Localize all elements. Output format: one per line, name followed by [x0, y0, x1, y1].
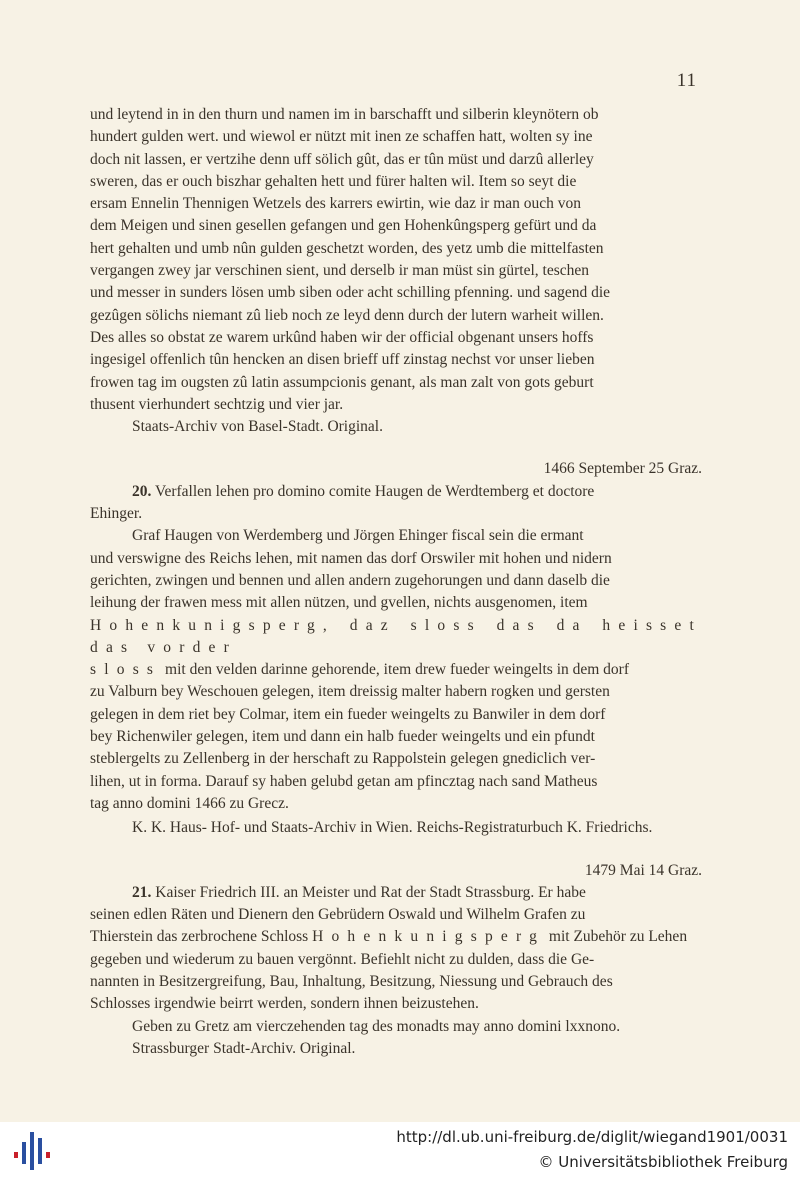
text-span: mit Zubehör zu Lehen	[545, 928, 688, 946]
entry-20-title-line: Ehinger.	[90, 505, 143, 523]
source-note-strassburg: Strassburger Stadt-Archiv. Original.	[132, 1039, 356, 1057]
text-line: bey Richenwiler gelegen, item und dann ein halb fueder weingelts und ein pfundt	[90, 728, 595, 746]
text-line: tag anno domini 1466 zu Grecz.	[90, 794, 289, 812]
footer-bar	[0, 1122, 800, 1179]
date-entry-21: 1479 Mai 14 Graz.	[584, 861, 702, 879]
text-line: Des alles so obstat ze warem urkûnd haben wir der official obgenant unsers hoffs	[90, 328, 594, 346]
date-entry-20: 1466 September 25 Graz.	[543, 460, 702, 478]
text-line: und messer in sunders lösen umb siben oder acht schilling pfenning. und sagend die	[90, 284, 611, 302]
text-line: doch nit lassen, er vertzihe denn uff sölich gût, das er tûn müst und darzû allerley	[90, 150, 594, 168]
text-span: Kaiser Friedrich III. an Meister und Rat der Stadt Strassburg. Er habe	[151, 883, 586, 901]
entry-number: 20.	[132, 482, 152, 500]
text-line: gelegen in dem riet bey Colmar, item ein fueder weingelts zu Banwiler in dem dorf	[90, 705, 606, 723]
text-line: vergangen zwey jar verschinen sient, und derselb ir man müst sin gürtel, teschen	[90, 262, 590, 280]
entry-20-heading	[90, 481, 702, 526]
text-line	[90, 659, 702, 681]
text-line: lihen, ut in forma. Darauf sy haben gelubd getan am pfincztag nach sand Matheus	[90, 772, 598, 790]
entry-21-body	[90, 882, 702, 1016]
text-line: seinen edlen Räten und Dienern den Gebrüdern Oswald und Wilhelm Grafen zu	[90, 906, 586, 924]
text-line: nannten in Besitzergreifung, Bau, Inhaltung, Besitzung, Niessung und Gebrauch des	[90, 972, 613, 990]
text-line: hert gehalten und umb nûn gulden geschetzt worden, des yetz umb die mittelfasten	[90, 239, 604, 257]
text-line: und leytend in in den thurn und namen im in barschafft und silberin kleynötern ob	[90, 106, 599, 123]
entry-20-body	[90, 525, 702, 815]
source-note-basel: Staats-Archiv von Basel-Stadt. Original.	[132, 418, 383, 436]
entry-20-title-line	[90, 481, 702, 503]
text-span: mit den velden darinne gehorende, item drew fueder weingelts in dem dorf	[161, 661, 630, 679]
permalink-url[interactable]: http://dl.ub.uni-freiburg.de/diglit/wiegand1901/0031	[396, 1128, 788, 1146]
copyright-notice: © Universitätsbibliothek Freiburg	[538, 1153, 788, 1171]
entry-21-dating: Geben zu Gretz am vierczehenden tag des monadts may anno domini lxxnono.	[132, 1017, 621, 1035]
text-line: ingesigel offenlich tûn hencken an disen brieff uff zinstag nechst vor unser lieben	[90, 351, 595, 369]
text-line: gegeben und wiederum zu bauen vergönnt. Befiehlt nicht zu dulden, dass die Ge-	[90, 950, 595, 968]
entry-21-first-line	[90, 882, 702, 904]
text-line: Graf Haugen von Werdemberg und Jörgen Ehinger fiscal sein die ermant	[132, 527, 584, 545]
entry-number: 21.	[132, 883, 152, 901]
spaced-line	[90, 615, 702, 660]
text-line: frowen tag im ougsten zû latin assumpcionis genant, als man zalt von gots geburt	[90, 373, 594, 391]
text-span: Thierstein das zerbrochene Schloss	[90, 928, 313, 946]
text-line: gezûgen sölichs niemant zû lieb noch ze leyd denn durch der lutern warheit willen.	[90, 306, 604, 324]
page-number: 11	[676, 70, 697, 91]
text-line: gerichten, zwingen und bennen und allen andern zugehorungen und dann daselb die	[90, 571, 610, 589]
spaced-name: sloss	[90, 661, 162, 679]
text-line: leihung der frawen mess mit allen nützen, und gvellen, nichts ausgenomen, item	[90, 594, 588, 612]
spaced-name: Hohenkunigsperg, daz sloss das da heisset das vorder	[90, 616, 702, 656]
text-line: steblergelts zu Zellenberg in der herschaft zu Rappolstein gelegen gnediclich ver-	[90, 750, 596, 768]
source-note-wien: K. K. Haus- Hof- und Staats-Archiv in Wien. Reichs-Registraturbuch K. Friedrichs.	[132, 819, 653, 837]
ub-freiburg-logo-icon	[12, 1130, 52, 1172]
text-line: hundert gulden wert. und wiewol er nützt mit inen ze schaffen hatt, wolten sy ine	[90, 128, 593, 146]
text-line: sweren, das er ouch biszhar gehalten hett und fürer halten wil. Item so seyt die	[90, 172, 577, 190]
text-line: und verswigne des Reichs lehen, mit namen das dorf Orswiler mit hohen und nidern	[90, 549, 612, 567]
paragraph-continuation	[90, 104, 702, 416]
entry-title: Verfallen lehen pro domino comite Haugen de Werdtemberg et doctore	[151, 482, 595, 500]
text-line: dem Meigen und sinen gesellen gefangen und gen Hohenkûngsperg gefürt und da	[90, 217, 597, 235]
spaced-name: Hohenkunigsperg	[312, 928, 546, 946]
text-line	[90, 926, 702, 948]
text-line: zu Valburn bey Weschouen gelegen, item dreissig malter habern rogken und gersten	[90, 683, 610, 701]
text-line: thusent vierhundert sechtzig und vier jar.	[90, 395, 344, 413]
document-text	[90, 104, 702, 1060]
text-line: ersam Ennelin Thennigen Wetzels des karrers ewirtin, wie daz ir man ouch von	[90, 195, 582, 213]
text-line: Schlosses irgendwie beirrt werden, sondern ihnen beizustehen.	[90, 995, 479, 1013]
